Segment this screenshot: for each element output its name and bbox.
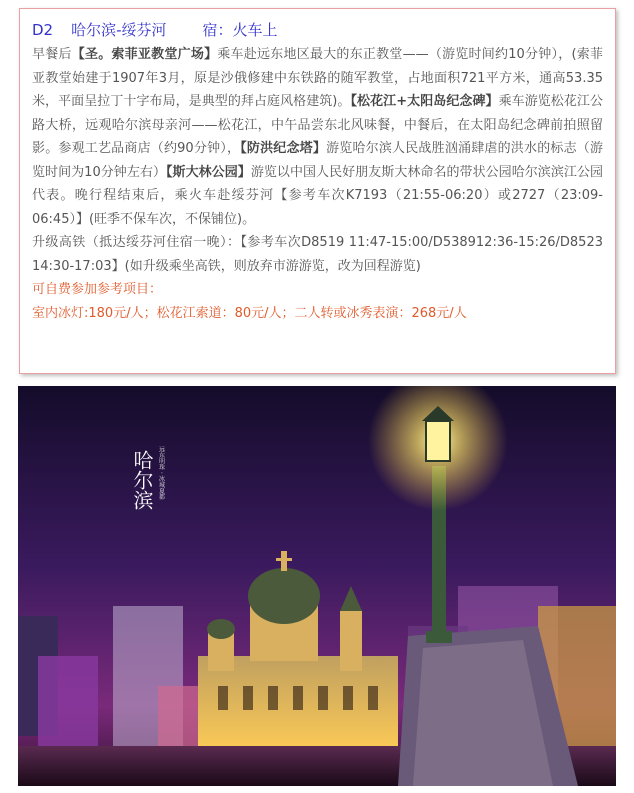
lodging-label: 宿：火车上 (202, 21, 278, 39)
text-segment: 游览哈尔滨人民战胜汹涌肆虐的洪水的标志（游览时间为10分钟左右） (32, 141, 603, 180)
spot-flood-tower: 【防洪纪念塔】 (240, 141, 327, 156)
text-segment: 早餐后 (32, 47, 72, 62)
route-label: 哈尔滨-绥芬河 (71, 21, 167, 39)
spot-stalin-park: 【斯大林公园】 (166, 164, 251, 180)
photo-illustration (18, 386, 616, 786)
spot-sofia-cathedral: 【圣。索菲亚教堂广场】 (71, 47, 218, 62)
cathedral-night-photo (18, 386, 616, 786)
optional-title: 可自费参加参考项目： (32, 282, 163, 297)
day-label: D2 (32, 21, 54, 39)
text-segment: 乘车游览松花江公路大桥，远观哈尔滨母亲河——松花江，中午品尝东北风味餐，中餐后，在太阳岛纪念碑前拍照留影。参观工艺品商店（约90分钟）， (32, 94, 603, 156)
spot-songhua-river: 【松花江+太阳岛纪念碑】 (350, 94, 499, 109)
calligraphy-sub-text: 远东明珠 · 冰城夏都 (157, 446, 165, 500)
day-header (32, 19, 603, 41)
itinerary-card (19, 8, 616, 374)
itinerary-text (32, 43, 603, 325)
calligraphy-main-text: 哈尔滨 (130, 450, 154, 510)
text-segment: 乘车赴远东地区最大的东正教堂——（游览时间约10分钟），(索菲亚教堂始建于1907年3月，原是沙俄修建中东铁路的随军教堂，占地面积721平方米，通高53.35米，平面呈拉丁十字布局，是典型的拜占庭风格建筑)。 (32, 47, 603, 109)
optional-items: 室内冰灯:180元/人；松花江索道：80元/人；二人转或冰秀表演：268元/人 (32, 305, 467, 321)
text-segment: 游览以中国人民好朋友斯大林命名的带状公园哈尔滨滨江公园代表。晚行程结束后，乘火车赴绥芬河【参考车次K7193（21:55-06:20）或2727（23:09-06:45）】(旺季不保车次，不保铺位)。 (32, 164, 603, 227)
upgrade-note: 升级高铁（抵达绥芬河住宿一晚）：【参考车次D8519 11:47-15:00/D538912:36-15:26/D8523 14:30-17:03】(如升级乘坐高铁，则放弃市游游览，改为回程游览) (32, 235, 603, 274)
